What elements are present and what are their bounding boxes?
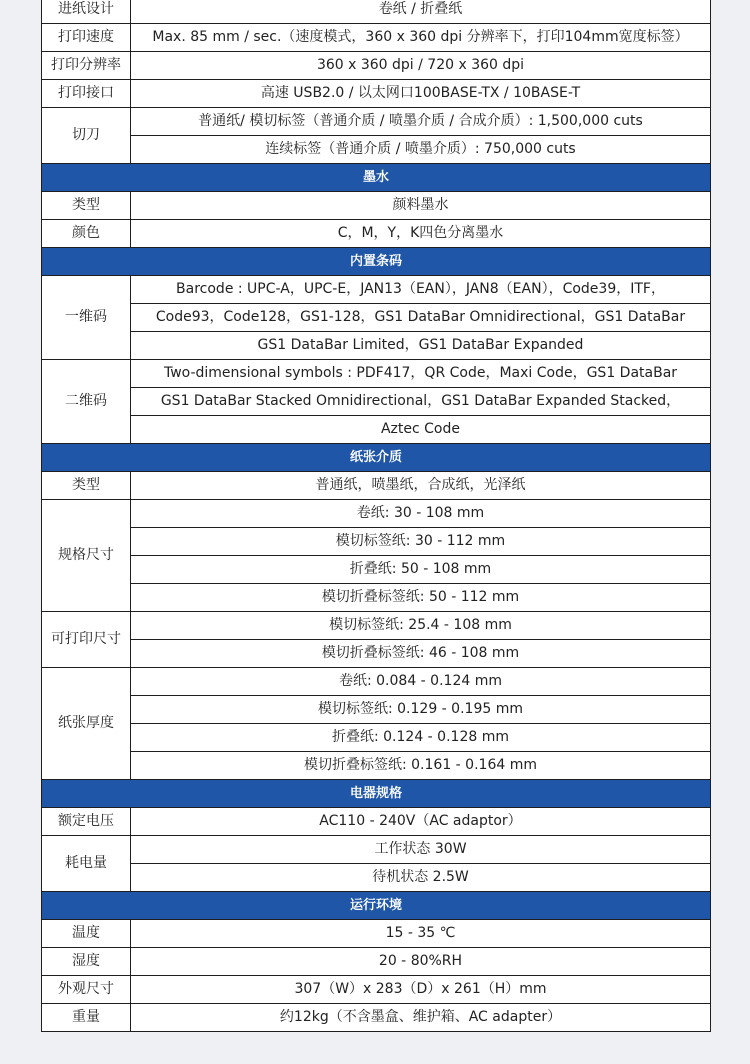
spec-row: [42, 52, 711, 80]
spec-table-body: [42, 0, 711, 1032]
spec-label: 打印接口: [42, 80, 131, 108]
spec-label: 湿度: [42, 948, 131, 976]
spec-row: [42, 80, 711, 108]
spec-label: 规格尺寸: [42, 500, 131, 612]
spec-label: 温度: [42, 920, 131, 948]
spec-label: 进纸设计: [42, 0, 131, 24]
spec-row: [42, 864, 711, 892]
spec-value: 工作状态 30W: [131, 836, 711, 864]
spec-value: GS1 DataBar Stacked Omnidirectional，GS1 DataBar Expanded Stacked，: [131, 388, 711, 416]
spec-value: 卷纸: 0.084 - 0.124 mm: [131, 668, 711, 696]
spec-label: 类型: [42, 192, 131, 220]
spec-label: 打印速度: [42, 24, 131, 52]
spec-row: [42, 472, 711, 500]
spec-label: 一维码: [42, 276, 131, 360]
spec-label: 纸张厚度: [42, 668, 131, 780]
spec-value: 普通纸/ 模切标签（普通介质 / 喷墨介质 / 合成介质）: 1,500,000 cuts: [131, 108, 711, 136]
spec-value: 模切标签纸: 25.4 - 108 mm: [131, 612, 711, 640]
spec-value: 颜料墨水: [131, 192, 711, 220]
spec-row: [42, 836, 711, 864]
spec-value: 模切折叠标签纸: 46 - 108 mm: [131, 640, 711, 668]
spec-value: 360 x 360 dpi / 720 x 360 dpi: [131, 52, 711, 80]
spec-row: [42, 752, 711, 780]
spec-row: [42, 640, 711, 668]
spec-value: 模切标签纸: 30 - 112 mm: [131, 528, 711, 556]
spec-label: 可打印尺寸: [42, 612, 131, 668]
spec-row: [42, 0, 711, 24]
spec-row: [42, 724, 711, 752]
spec-value: Two-dimensional symbols : PDF417，QR Code，Maxi Code，GS1 DataBar: [131, 360, 711, 388]
spec-table: [41, 0, 711, 1032]
spec-row: [42, 360, 711, 388]
spec-value: 普通纸，喷墨纸，合成纸，光泽纸: [131, 472, 711, 500]
spec-value: 约12kg（不含墨盒、维护箱、AC adapter）: [131, 1004, 711, 1032]
section-title: 内置条码: [42, 248, 711, 276]
spec-row: [42, 528, 711, 556]
section-header-row: [42, 444, 711, 472]
section-header-row: [42, 248, 711, 276]
spec-label: 打印分辨率: [42, 52, 131, 80]
spec-value: 卷纸 / 折叠纸: [131, 0, 711, 24]
spec-label: 二维码: [42, 360, 131, 444]
spec-value: Aztec Code: [131, 416, 711, 444]
spec-label: 额定电压: [42, 808, 131, 836]
spec-value: 折叠纸: 50 - 108 mm: [131, 556, 711, 584]
spec-row: [42, 192, 711, 220]
spec-row: [42, 1004, 711, 1032]
spec-label: 切刀: [42, 108, 131, 164]
spec-row: [42, 668, 711, 696]
spec-label: 耗电量: [42, 836, 131, 892]
spec-value: 307（W）x 283（D）x 261（H）mm: [131, 976, 711, 1004]
spec-row: [42, 276, 711, 304]
spec-value: 模切标签纸: 0.129 - 0.195 mm: [131, 696, 711, 724]
spec-row: [42, 696, 711, 724]
spec-row: [42, 220, 711, 248]
spec-row: [42, 136, 711, 164]
section-title: 墨水: [42, 164, 711, 192]
spec-row: [42, 808, 711, 836]
spec-value: AC110 - 240V（AC adaptor）: [131, 808, 711, 836]
spec-value: Max. 85 mm / sec.（速度模式，360 x 360 dpi 分辨率下，打印104mm宽度标签）: [131, 24, 711, 52]
spec-row: [42, 500, 711, 528]
spec-row: [42, 416, 711, 444]
spec-value: 模切折叠标签纸: 0.161 - 0.164 mm: [131, 752, 711, 780]
section-header-row: [42, 164, 711, 192]
spec-value: 折叠纸: 0.124 - 0.128 mm: [131, 724, 711, 752]
spec-row: [42, 24, 711, 52]
spec-label: 颜色: [42, 220, 131, 248]
spec-row: [42, 976, 711, 1004]
spec-value: 模切折叠标签纸: 50 - 112 mm: [131, 584, 711, 612]
spec-label: 外观尺寸: [42, 976, 131, 1004]
spec-value: Code93，Code128，GS1-128，GS1 DataBar Omnidirectional，GS1 DataBar: [131, 304, 711, 332]
section-title: 运行环境: [42, 892, 711, 920]
spec-value: 15 - 35 ℃: [131, 920, 711, 948]
spec-label: 重量: [42, 1004, 131, 1032]
section-header-row: [42, 892, 711, 920]
section-title: 电器规格: [42, 780, 711, 808]
section-title: 纸张介质: [42, 444, 711, 472]
spec-value: Barcode : UPC-A，UPC-E，JAN13（EAN），JAN8（EAN），Code39，ITF，: [131, 276, 711, 304]
spec-row: [42, 948, 711, 976]
spec-label: 类型: [42, 472, 131, 500]
spec-row: [42, 332, 711, 360]
spec-row: [42, 612, 711, 640]
spec-row: [42, 556, 711, 584]
spec-value: 待机状态 2.5W: [131, 864, 711, 892]
section-header-row: [42, 780, 711, 808]
spec-row: [42, 584, 711, 612]
spec-row: [42, 920, 711, 948]
spec-value: GS1 DataBar Limited，GS1 DataBar Expanded: [131, 332, 711, 360]
spec-value: 连续标签（普通介质 / 喷墨介质）: 750,000 cuts: [131, 136, 711, 164]
spec-row: [42, 108, 711, 136]
spec-value: 20 - 80%RH: [131, 948, 711, 976]
spec-value: 高速 USB2.0 / 以太网口100BASE-TX / 10BASE-T: [131, 80, 711, 108]
spec-value: 卷纸: 30 - 108 mm: [131, 500, 711, 528]
spec-row: [42, 388, 711, 416]
spec-value: C，M，Y，K四色分离墨水: [131, 220, 711, 248]
spec-row: [42, 304, 711, 332]
